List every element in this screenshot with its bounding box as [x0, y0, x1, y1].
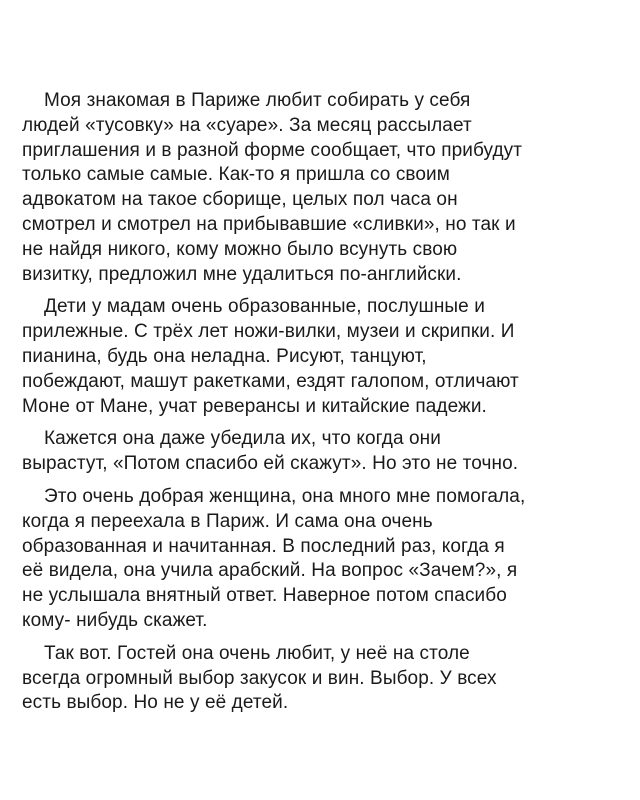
paragraph-line: Моя знакомая в Париже любит собирать у себя: [44, 90, 471, 111]
paragraph-line: побеждают, машут ракетками, ездят галопом, отличают: [22, 370, 519, 392]
paragraph-2: [22, 295, 618, 419]
paragraph-line: всегда огромный выбор закусок и вин. Выбор. У всех: [22, 667, 497, 689]
paragraph-line: вырастут, «Потом спасибо ей скажут». Но это не точно.: [22, 453, 519, 475]
paragraph-line: прилежные. С трёх лет ножи-вилки, музеи и скрипки. И: [22, 321, 515, 343]
paragraph-line: Это очень добрая женщина, она много мне помогала,: [44, 485, 526, 507]
paragraph-line: Дети у мадам очень образованные, послушные и: [44, 296, 485, 318]
paragraph-line: Так вот. Гостей она очень любит, у неё на столе: [44, 642, 470, 664]
paragraph-1: [22, 89, 618, 287]
paragraph-line: смотрел и смотрел на прибывавшие «сливки», но так и: [22, 213, 516, 235]
paragraph-line: визитку, предложил мне удалиться по-английски.: [22, 263, 462, 285]
paragraph-line: есть выбор. Но не у её детей.: [22, 692, 289, 714]
paragraph-4: [22, 485, 618, 634]
article-body: [22, 89, 618, 724]
paragraph-line: приглашения и в разной форме сообщает, что прибудут: [22, 139, 523, 161]
paragraph-5: [22, 642, 618, 716]
paragraph-line: Моне от Мане, учат реверансы и китайские падежи.: [22, 395, 487, 417]
paragraph-line: кому- нибудь скажет.: [22, 609, 208, 631]
paragraph-line: только самые самые. Как-то я пришла со своим: [22, 164, 450, 186]
paragraph-line: не услышала внятный ответ. Наверное потом спасибо: [22, 585, 507, 607]
paragraph-line: адвокатом на такое сборище, целых пол часа он: [22, 189, 458, 211]
paragraph-line: пианина, будь она неладна. Рисуют, танцуют,: [22, 345, 427, 367]
paragraph-line: Кажется она даже убедила их, что когда они: [44, 428, 441, 450]
paragraph-line: образованная и начитанная. В последний раз, когда я: [22, 535, 505, 557]
paragraph-line: когда я переехала в Париж. И сама она очень: [22, 510, 433, 532]
paragraph-3: [22, 427, 618, 477]
paragraph-line: её видела, она учила арабский. На вопрос «Зачем?», я: [22, 560, 518, 582]
paragraph-line: людей «тусовку» на «суаре». За месяц рассылает: [22, 114, 472, 136]
paragraph-line: не найдя никого, кому можно было всунуть свою: [22, 238, 458, 260]
